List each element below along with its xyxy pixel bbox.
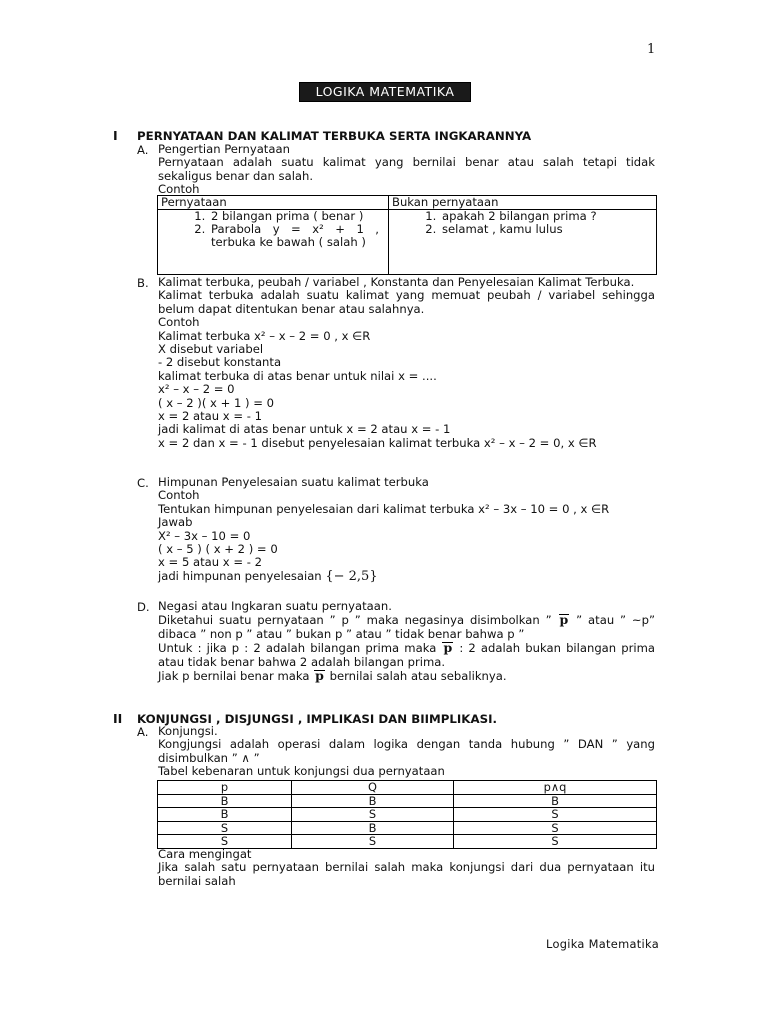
table-cell: S (454, 835, 657, 849)
text-line: x² – x – 2 = 0 (158, 382, 235, 397)
document-title: LOGIKA MATEMATIKA (299, 82, 471, 102)
not-p-symbol: p (443, 640, 453, 656)
text-line: X disebut variabel (158, 342, 264, 357)
section-1-number: I (113, 128, 118, 143)
text-line: jadi kalimat di atas benar untuk x = 2 atau x = - 1 (158, 422, 451, 437)
text-line: - 2 disebut konstanta (158, 355, 282, 370)
statement-table (157, 195, 657, 275)
summary-text: Jiak p bernilai benar maka (158, 669, 310, 684)
negation-paragraph (158, 613, 655, 641)
negation-text: Diketahui suatu pernyataan ” p ” maka negasinya disimbolkan ” (158, 613, 552, 628)
table-cell: B (158, 808, 292, 822)
table-cell: S (158, 835, 292, 849)
table-cell: S (292, 808, 454, 822)
subsection-letter: B. (137, 276, 149, 290)
text-line: Jawab (158, 515, 193, 530)
table-cell: S (454, 808, 657, 822)
table-header-row (158, 781, 657, 795)
truth-table (157, 780, 657, 849)
text-line: kalimat terbuka di atas benar untuk nilai x = .... (158, 368, 437, 383)
table-cell: S (292, 835, 454, 849)
text-line: Kalimat terbuka x² – x – 2 = 0 , x ∈R (158, 328, 371, 343)
section-2-number: II (113, 711, 123, 726)
solution-prefix: jadi himpunan penyelesaian (158, 568, 322, 583)
list-item: 2. selamat , kamu lulus (440, 223, 653, 236)
example-label: Contoh (158, 182, 200, 197)
definition-text: Pernyataan adalah suatu kalimat yang bernilai benar atau salah tetapi tidak sekaligus benar dan salah. (158, 155, 655, 183)
negation-example (158, 641, 655, 669)
table-caption: Tabel kebenaran untuk konjungsi dua pernyataan (158, 764, 445, 779)
subsection-letter: C. (137, 476, 149, 490)
definition-text: Kalimat terbuka adalah suatu kalimat yang memuat peubah / variabel sehingga belum dapat ditentukan benar atau salahnya. (158, 288, 655, 316)
text-line: ( x – 5 ) ( x + 2 ) = 0 (158, 542, 278, 557)
header-p-and-q: p∧q (454, 781, 657, 795)
table-cell: B (292, 794, 454, 808)
subsection-heading: Pengertian Pernyataan (158, 142, 290, 156)
text-line: x = 2 atau x = - 1 (158, 409, 262, 424)
example-text: Untuk : jika p : 2 adalah bilangan prima maka (158, 641, 437, 656)
table-row (158, 821, 657, 835)
negation-summary (158, 669, 655, 683)
text-line: ( x – 2 )( x + 1 ) = 0 (158, 395, 275, 410)
table-row (158, 808, 657, 822)
section-1-title: PERNYATAAN DAN KALIMAT TERBUKA SERTA INGKARANNYA (137, 129, 532, 143)
table-header-non-statement: Bukan pernyataan (389, 196, 657, 210)
list-item: 1. 2 bilangan prima ( benar ) (209, 210, 385, 223)
summary-text: bernilai salah atau sebaliknya. (329, 669, 507, 684)
table-header-statement: Pernyataan (158, 196, 389, 210)
subsection-heading: Konjungsi. (158, 724, 218, 738)
table-cell: S (158, 821, 292, 835)
text-line: X² – 3x – 10 = 0 (158, 528, 251, 543)
memory-tip-text: Jika salah satu pernyataan bernilai salah maka konjungsi dari dua pernyataan itu bernilai salah (158, 860, 655, 888)
definition-text: Kongjungsi adalah operasi dalam logika dengan tanda hubung ” DAN ” yang disimbulkan ” ∧ ” (158, 737, 655, 765)
table-cell: B (454, 794, 657, 808)
header-p: p (158, 781, 292, 795)
subsection-heading: Kalimat terbuka, peubah / variabel , Konstanta dan Penyelesaian Kalimat Terbuka. (158, 275, 635, 289)
not-p-symbol: p (559, 612, 569, 628)
text-line: Contoh (158, 488, 200, 503)
not-p-symbol: p (315, 668, 324, 684)
page-number: 1 (647, 42, 656, 57)
page-footer: Logika Matematika (546, 937, 659, 951)
solution-set: {− 2,5} (325, 568, 378, 584)
text-line: Contoh (158, 315, 200, 330)
statement-cell (158, 210, 389, 275)
text-line: Tentukan himpunan penyelesaian dari kalimat terbuka x² – 3x – 10 = 0 , x ∈R (158, 501, 610, 516)
non-statement-cell (389, 210, 657, 275)
section-2-title: KONJUNGSI , DISJUNGSI , IMPLIKASI DAN BIIMPLIKASI. (137, 712, 497, 726)
text-line: x = 2 dan x = - 1 disebut penyelesaian kalimat terbuka x² – x – 2 = 0, x ∈R (158, 435, 597, 450)
example-text: : 2 adalah bukan bilangan prima atau tidak benar bahwa 2 adalah bilangan prima. (158, 641, 656, 669)
table-cell: B (292, 821, 454, 835)
list-item: 2. Parabola y = x² + 1 , terbuka ke bawah ( salah ) (209, 223, 385, 249)
subsection-heading: Himpunan Penyelesaian suatu kalimat terbuka (158, 475, 429, 489)
text-line: x = 5 atau x = - 2 (158, 555, 262, 570)
subsection-letter: D. (137, 600, 150, 614)
memory-tip-label: Cara mengingat (158, 847, 252, 861)
solution-line (158, 570, 655, 583)
negation-text: ” atau ” ~p” dibaca ” non p ” atau ” bukan p ” atau ” tidak benar bahwa p ” (158, 613, 656, 641)
list-item: 1. apakah 2 bilangan prima ? (440, 210, 653, 223)
subsection-heading: Negasi atau Ingkaran suatu pernyataan. (158, 599, 392, 613)
table-cell: S (454, 821, 657, 835)
header-q: Q (292, 781, 454, 795)
table-row (158, 794, 657, 808)
subsection-letter: A. (137, 143, 149, 157)
table-cell: B (158, 794, 292, 808)
subsection-letter: A. (137, 725, 149, 739)
